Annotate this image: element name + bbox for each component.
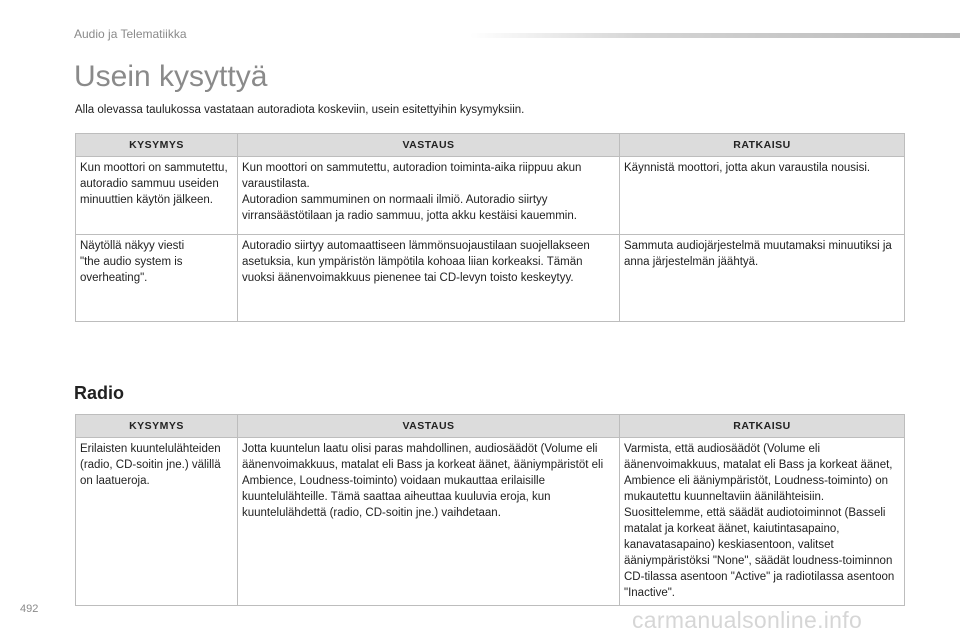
answer-cell — [238, 157, 620, 235]
answer-text: Autoradio siirtyy automaattiseen lämmönsuojaustilaan suojellakseen asetuksia, kun ympäristön lämpötila kohoaa liian korkeaksi. Tämän vuoksi äänenvoimakkuus pienenee tai CD-levyn toisto keskeytyy. — [242, 240, 590, 284]
solution-cell — [620, 157, 905, 235]
solution-text: Käynnistä moottori, jotta akun varaustila nousisi. — [624, 162, 871, 174]
solution-cell — [620, 438, 905, 606]
page-number: 492 — [20, 603, 39, 615]
table-header-row — [76, 134, 905, 157]
column-header-answer: VASTAUS — [238, 134, 620, 157]
watermark: carmanualsonline.info — [632, 607, 863, 633]
faq-table-general — [75, 133, 905, 322]
answer-cell — [238, 438, 620, 606]
question-cell — [76, 235, 238, 322]
solution-text: Sammuta audiojärjestelmä muutamaksi minuutiksi ja anna järjestelmän jäähtyä. — [624, 240, 892, 268]
solution-cell — [620, 235, 905, 322]
question-cell — [76, 157, 238, 235]
header-section: Audio ja Telematiikka — [74, 27, 187, 41]
question-cell — [76, 438, 238, 606]
table-row — [76, 438, 905, 606]
section-heading-radio: Radio — [74, 383, 125, 403]
column-header-solution: RATKAISU — [620, 415, 905, 438]
solution-text: Varmista, että audiosäädöt (Volume eli äänenvoimakkuus, matalat eli Bass ja korkeat äänet, Ambience eli ääniympäristöt, Loudness-toiminto) on mukautettu kuunneltaviin äänilähteisiin. Suosittelemme, että säädät audiotoiminnot (Basseli matalat ja korkeat äänet, kaiutintasapaino, kanavatasapaino) keskiasentoon, valitset ääniympäristöksi "None", säädät loudness-toiminnon CD-tilassa asentoon "Active" ja radiotilassa asentoon "Inactive". — [624, 443, 895, 599]
table-row — [76, 157, 905, 235]
answer-text: Jotta kuuntelun laatu olisi paras mahdollinen, audiosäädöt (Volume eli äänenvoimakkuus, matalat eli Bass ja korkeat äänet, ääniympäristöt eli Ambience, Loudness-toiminto) voidaan mukauttaa erilaisille kuuntelulähteille. Tämä saattaa aiheuttaa kuuluvia eroja, kun kuuntelulähdettä (radio, CD-soitin jne.) vaihdetaan. — [242, 443, 604, 519]
table-row — [76, 235, 905, 322]
header-bar — [470, 33, 960, 38]
intro-text: Alla olevassa taulukossa vastataan autoradiota koskeviin, usein esitettyihin kysymyksiin. — [75, 104, 525, 116]
question-text: Kun moottori on sammutettu, autoradio sammuu useiden minuuttien käytön jälkeen. — [80, 162, 228, 206]
answer-cell — [238, 235, 620, 322]
page-title: Usein kysyttyä — [74, 60, 268, 93]
column-header-solution: RATKAISU — [620, 134, 905, 157]
column-header-answer: VASTAUS — [238, 415, 620, 438]
faq-table-radio — [75, 414, 905, 606]
answer-text: Kun moottori on sammutettu, autoradion toiminta-aika riippuu akun varaustilasta. Autoradion sammuminen on normaali ilmiö. Autoradio siirtyy virransäästötilaan ja radio sammuu, jotta akku kestäisi kauemmin. — [242, 162, 582, 222]
question-text: Erilaisten kuuntelulähteiden (radio, CD-soitin jne.) välillä on laatueroja. — [80, 443, 221, 487]
question-text: Näytöllä näkyy viesti "the audio system is overheating". — [80, 240, 185, 284]
column-header-question: KYSYMYS — [76, 415, 238, 438]
table-header-row — [76, 415, 905, 438]
column-header-question: KYSYMYS — [76, 134, 238, 157]
